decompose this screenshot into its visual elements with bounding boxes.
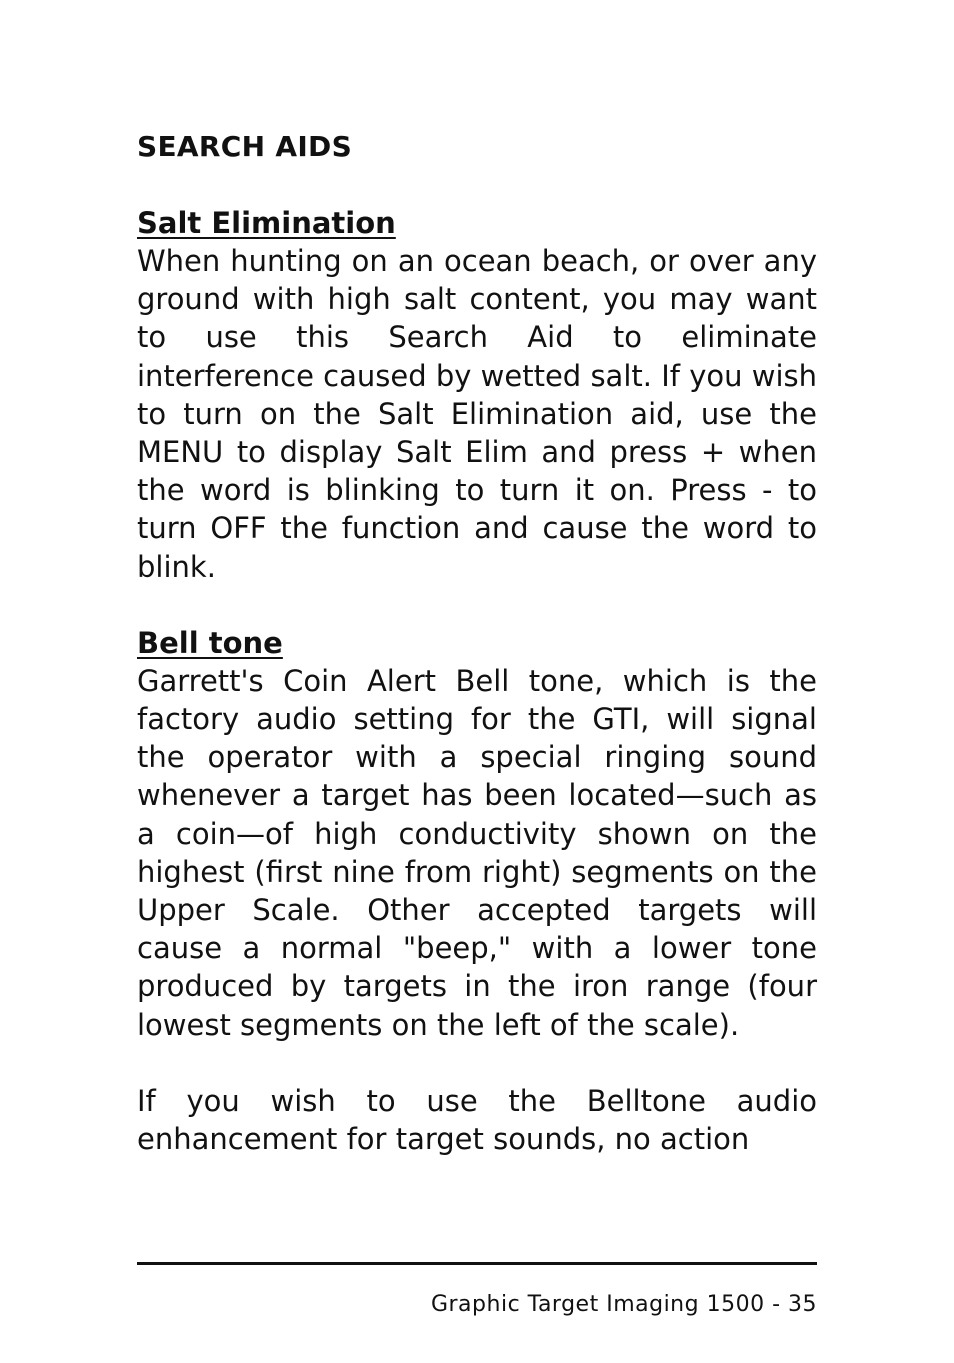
salt-elimination-paragraph: When hunting on an ocean beach, or over any ground with high salt content, you may want to use this Search Aid to eliminate interference caused by wetted salt. If you wish to turn on the Salt Elimination aid, use the MENU to display Salt Elim and press + when the word is blinking to turn it on. Press - to turn OFF the function and cause the word to blink. — [137, 244, 817, 584]
salt-elimination-heading: Salt Elimination — [137, 206, 396, 240]
page-footer: Graphic Target Imaging 1500 - 35 — [430, 1292, 817, 1317]
belltone-usage-paragraph: If you wish to use the Belltone audio enhancement for target sounds, no action — [137, 1083, 817, 1157]
page-content — [137, 128, 817, 1158]
bell-tone-heading: Bell tone — [137, 625, 283, 660]
bell-tone-paragraph: Garrett's Coin Alert Bell tone, which is the factory audio setting for the GTI, will signal the operator with a special ringing sound whenever a target has been located—such as a coin—of high conductivity shown on the highest (first nine from right) segments on the Upper Scale. Other accepted targets will cause a normal "beep," with a lower tone produced by targets in the iron range (four lowest segments on the left of the scale). — [137, 663, 817, 1042]
footer-divider — [137, 1262, 817, 1265]
section-title: SEARCH AIDS — [137, 130, 353, 163]
